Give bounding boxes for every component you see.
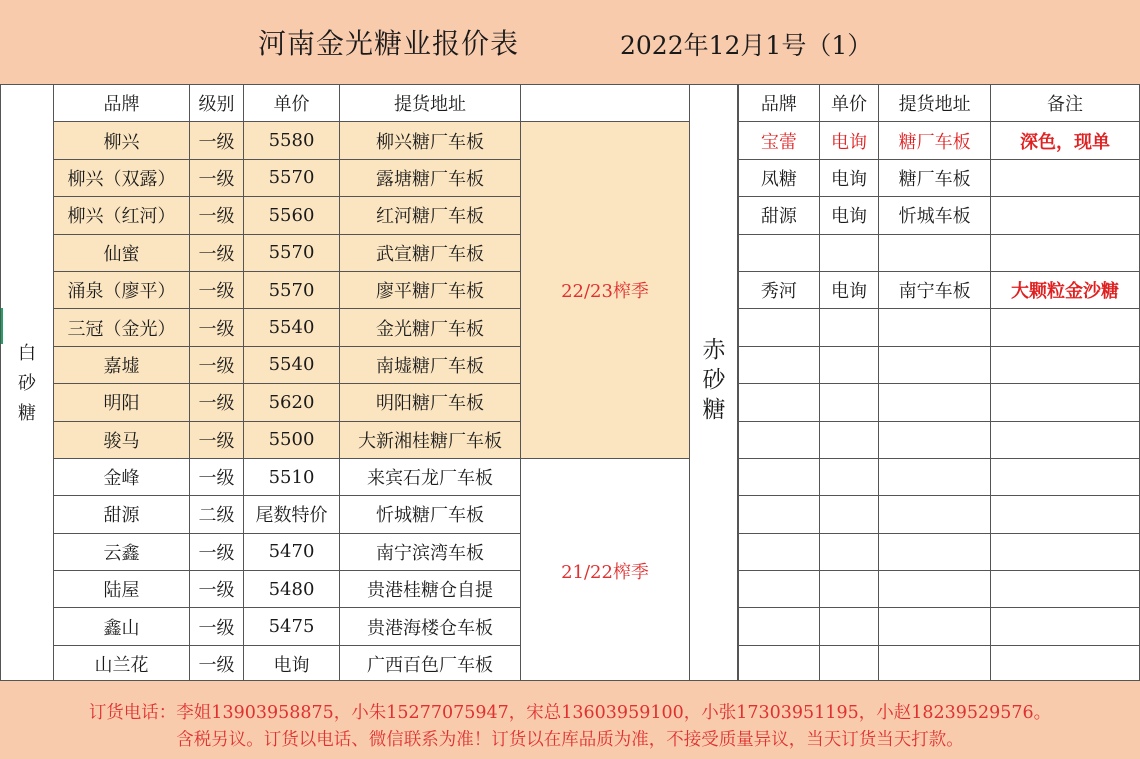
table-row — [739, 122, 1140, 159]
address-cell: 忻城车板 — [879, 197, 991, 234]
price-cell: 5570 — [244, 271, 340, 308]
grade-cell: 一级 — [190, 234, 244, 271]
address-cell: 忻城糖厂车板 — [340, 496, 521, 533]
brand-cell: 涌泉（廖平） — [54, 271, 190, 308]
empty-cell — [819, 346, 878, 383]
price-cell: 5620 — [244, 384, 340, 421]
price-cell: 5510 — [244, 458, 340, 495]
season-label: 22/23榨季 — [521, 122, 690, 459]
price-cell: 5500 — [244, 421, 340, 458]
address-cell: 贵港桂糖仓自提 — [340, 571, 521, 608]
price-cell: 5540 — [244, 309, 340, 346]
brand-cell: 柳兴（红河） — [54, 197, 190, 234]
table-row — [1, 122, 738, 159]
empty-cell — [879, 421, 991, 458]
address-cell: 金光糖厂车板 — [340, 309, 521, 346]
grade-cell: 一级 — [190, 271, 244, 308]
note-cell — [991, 159, 1140, 196]
empty-cell — [991, 384, 1140, 421]
address-cell: 大新湘桂糖厂车板 — [340, 421, 521, 458]
address-cell: 明阳糖厂车板 — [340, 384, 521, 421]
table-row — [739, 533, 1140, 570]
address-cell: 露塘糖厂车板 — [340, 159, 521, 196]
price-cell: 5475 — [244, 608, 340, 645]
order-terms-line: 含税另议。订货以电话、微信联系为准！订货以在库品质为准，不接受质量异议，当天订货当天打款。 — [176, 730, 964, 750]
empty-cell — [739, 571, 820, 608]
address-cell: 南宁滨湾车板 — [340, 533, 521, 570]
table-row — [1, 458, 738, 495]
price-cell: 5480 — [244, 571, 340, 608]
table-row — [739, 458, 1140, 495]
table-row — [739, 197, 1140, 234]
column-header-blank — [521, 85, 690, 122]
empty-cell — [739, 421, 820, 458]
category-char: 砂 — [18, 372, 36, 394]
brand-cell: 陆屋 — [54, 571, 190, 608]
brown-sugar-category-label — [690, 335, 738, 425]
price-cell: 尾数特价 — [244, 496, 340, 533]
table-row — [739, 608, 1140, 645]
column-header: 备注 — [991, 85, 1140, 122]
brand-cell — [739, 234, 820, 271]
grade-cell: 一级 — [190, 197, 244, 234]
brand-cell: 甜源 — [739, 197, 820, 234]
table-row — [739, 571, 1140, 608]
address-cell: 广西百色厂车板 — [340, 645, 521, 682]
contact-footer — [0, 680, 1140, 759]
empty-cell — [991, 421, 1140, 458]
note-cell — [991, 197, 1140, 234]
column-header: 单价 — [244, 85, 340, 122]
table-row — [739, 421, 1140, 458]
empty-cell — [819, 645, 878, 682]
empty-cell — [879, 346, 991, 383]
empty-cell — [991, 458, 1140, 495]
brown-sugar-header-row — [739, 85, 1140, 122]
brand-cell: 仙蜜 — [54, 234, 190, 271]
grade-cell: 二级 — [190, 496, 244, 533]
empty-cell — [879, 608, 991, 645]
column-header: 提货地址 — [340, 85, 521, 122]
empty-cell — [819, 384, 878, 421]
brand-cell: 金峰 — [54, 458, 190, 495]
category-char: 糖 — [702, 397, 726, 423]
column-header: 提货地址 — [879, 85, 991, 122]
address-cell — [879, 234, 991, 271]
empty-cell — [879, 496, 991, 533]
empty-cell — [991, 496, 1140, 533]
season-label: 21/22榨季 — [521, 458, 690, 682]
column-header: 单价 — [819, 85, 878, 122]
address-cell: 南宁车板 — [879, 271, 991, 308]
price-cell: 5580 — [244, 122, 340, 159]
price-cell: 电询 — [244, 645, 340, 682]
empty-cell — [819, 571, 878, 608]
table-row — [739, 384, 1140, 421]
address-cell: 南墟糖厂车板 — [340, 346, 521, 383]
category-char: 砂 — [702, 367, 726, 393]
address-cell: 糖厂车板 — [879, 122, 991, 159]
brand-cell: 骏马 — [54, 421, 190, 458]
grade-cell: 一级 — [190, 159, 244, 196]
address-cell: 贵港海楼仓车板 — [340, 608, 521, 645]
empty-cell — [879, 533, 991, 570]
category-char: 赤 — [702, 337, 726, 363]
table-row — [739, 309, 1140, 346]
address-cell: 糖厂车板 — [879, 159, 991, 196]
grade-cell: 一级 — [190, 421, 244, 458]
table-row — [739, 234, 1140, 271]
empty-cell — [819, 458, 878, 495]
empty-cell — [879, 645, 991, 682]
grade-cell: 一级 — [190, 384, 244, 421]
empty-cell — [819, 608, 878, 645]
price-cell: 电询 — [819, 197, 878, 234]
table-row — [739, 159, 1140, 196]
empty-cell — [739, 608, 820, 645]
price-cell: 5470 — [244, 533, 340, 570]
table-row — [739, 271, 1140, 308]
empty-cell — [879, 309, 991, 346]
address-cell: 来宾石龙厂车板 — [340, 458, 521, 495]
address-cell: 柳兴糖厂车板 — [340, 122, 521, 159]
brand-cell: 嘉墟 — [54, 346, 190, 383]
grade-cell: 一级 — [190, 458, 244, 495]
empty-cell — [991, 309, 1140, 346]
column-header: 品牌 — [54, 85, 190, 122]
empty-cell — [819, 533, 878, 570]
price-cell: 5540 — [244, 346, 340, 383]
price-cell: 电询 — [819, 122, 878, 159]
table-row — [739, 645, 1140, 682]
price-cell — [819, 234, 878, 271]
address-cell: 廖平糖厂车板 — [340, 271, 521, 308]
page-title: 河南金光糖业报价表 — [258, 27, 520, 60]
empty-cell — [739, 384, 820, 421]
grade-cell: 一级 — [190, 309, 244, 346]
grade-cell: 一级 — [190, 571, 244, 608]
white-sugar-table — [0, 84, 738, 683]
category-char: 糖 — [18, 402, 36, 424]
brand-cell: 明阳 — [54, 384, 190, 421]
title-bar — [0, 0, 1140, 85]
brand-cell: 凤糖 — [739, 159, 820, 196]
empty-cell — [879, 571, 991, 608]
price-cell: 5570 — [244, 159, 340, 196]
category-char: 白 — [18, 342, 36, 364]
note-cell — [991, 234, 1140, 271]
grade-cell: 一级 — [190, 122, 244, 159]
empty-cell — [739, 533, 820, 570]
grade-cell: 一级 — [190, 533, 244, 570]
quote-date: 2022年12月1号（1） — [620, 31, 873, 60]
white-sugar-header-row — [1, 85, 738, 122]
brand-cell: 甜源 — [54, 496, 190, 533]
price-cell: 电询 — [819, 271, 878, 308]
empty-cell — [819, 496, 878, 533]
brand-cell: 柳兴（双露） — [54, 159, 190, 196]
price-cell: 5560 — [244, 197, 340, 234]
price-cell: 5570 — [244, 234, 340, 271]
empty-cell — [739, 346, 820, 383]
grade-cell: 一级 — [190, 346, 244, 383]
empty-cell — [991, 533, 1140, 570]
note-cell: 深色，现单 — [991, 122, 1140, 159]
column-header: 品牌 — [739, 85, 820, 122]
empty-cell — [739, 645, 820, 682]
brand-cell: 秀河 — [739, 271, 820, 308]
brand-cell: 云鑫 — [54, 533, 190, 570]
brand-cell: 宝蕾 — [739, 122, 820, 159]
empty-cell — [991, 571, 1140, 608]
table-row — [739, 346, 1140, 383]
brown-sugar-table — [738, 84, 1140, 683]
empty-cell — [739, 496, 820, 533]
brand-cell: 鑫山 — [54, 608, 190, 645]
empty-cell — [739, 458, 820, 495]
price-cell: 电询 — [819, 159, 878, 196]
order-phone-line: 订货电话：李姐13903958875，小朱15277075947，宋总13603959100，小张17303951195，小赵18239529576。 — [88, 703, 1052, 723]
empty-cell — [991, 608, 1140, 645]
empty-cell — [879, 384, 991, 421]
address-cell: 红河糖厂车板 — [340, 197, 521, 234]
empty-cell — [991, 346, 1140, 383]
empty-cell — [991, 645, 1140, 682]
brand-cell: 山兰花 — [54, 645, 190, 682]
grade-cell: 一级 — [190, 645, 244, 682]
empty-cell — [819, 309, 878, 346]
empty-cell — [739, 309, 820, 346]
empty-cell — [879, 458, 991, 495]
brand-cell: 三冠（金光） — [54, 309, 190, 346]
white-sugar-category-label — [1, 85, 54, 683]
note-cell: 大颗粒金沙糖 — [991, 271, 1140, 308]
column-header: 级别 — [190, 85, 244, 122]
empty-cell — [819, 421, 878, 458]
grade-cell: 一级 — [190, 608, 244, 645]
table-row — [739, 496, 1140, 533]
brand-cell: 柳兴 — [54, 122, 190, 159]
address-cell: 武宣糖厂车板 — [340, 234, 521, 271]
